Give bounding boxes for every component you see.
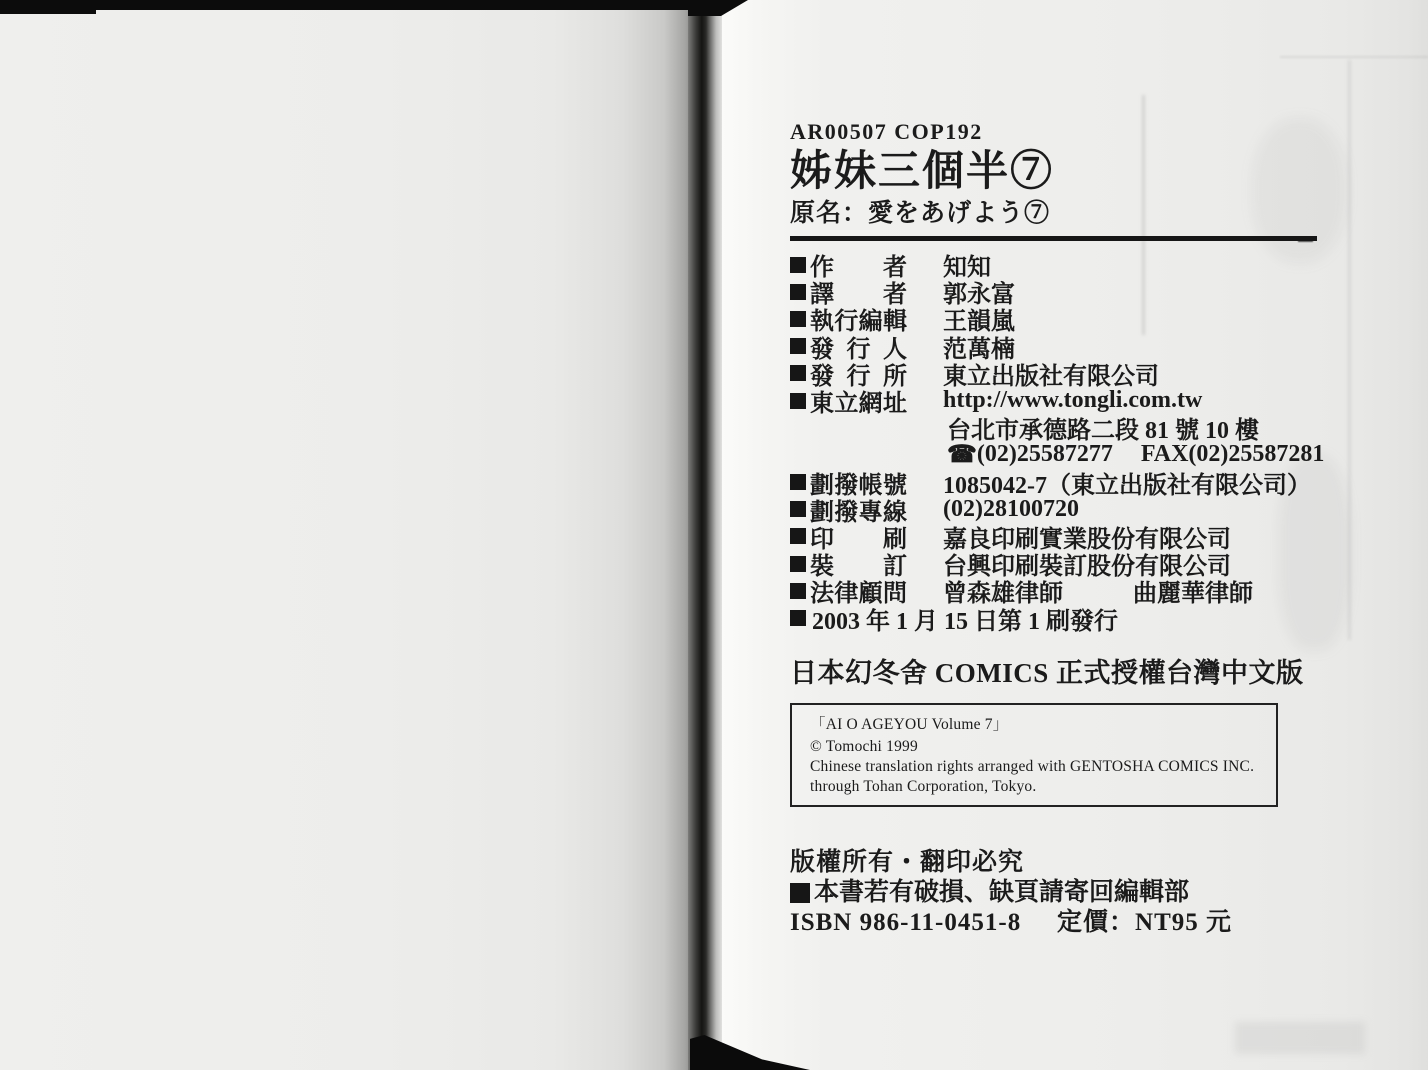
edition-date: 2003 年 1 月 15 日第 1 刷發行 [812, 608, 1118, 635]
bullet-icon [790, 556, 806, 572]
bullet-icon [790, 474, 806, 490]
colophon-content [790, 118, 1325, 938]
product-code: AR00507 COP192 [790, 119, 983, 144]
credit-label: 東立網址 [810, 391, 907, 418]
bullet-icon [790, 883, 810, 903]
credits-list [790, 251, 1325, 635]
bullet-icon [790, 583, 806, 599]
rights-arrangement: Chinese translation rights arranged with GENTOSHA COMICS INC. [810, 757, 1255, 775]
credit-label: 劃撥帳號 [810, 472, 907, 499]
phone-icon: ☎ [947, 442, 977, 469]
bullet-icon [790, 257, 806, 273]
attorney-name: 曾森雄律師 [943, 581, 1063, 608]
credit-value: 台興印刷裝訂股份有限公司 [943, 554, 1231, 581]
attorney-name: 曲麗華律師 [1133, 581, 1253, 608]
copyright-box [790, 703, 1278, 807]
bullet-icon [790, 501, 806, 517]
address-row [790, 414, 1322, 445]
bullet-icon [790, 393, 806, 409]
credit-value: 王韻嵐 [943, 309, 1015, 336]
bullet-icon [790, 338, 806, 354]
bullet-icon [790, 610, 806, 626]
rights-notice: 版權所有・翻印必究 [790, 848, 1025, 876]
scan-edge-top-corner [0, 0, 96, 14]
credit-label: 譯者 [810, 282, 907, 309]
book-title: 姊妹三個半⑦ [790, 149, 1055, 195]
credit-label: 發行所 [810, 363, 907, 390]
bullet-icon [790, 528, 806, 544]
credit-label: 劃撥專線 [810, 499, 907, 526]
book-gutter [688, 0, 724, 1070]
credit-label: 作者 [810, 255, 907, 282]
credit-value: 1085042-7（東立出版社有限公司） [943, 472, 1311, 499]
credit-label: 法律顧問 [810, 581, 907, 608]
edition-row [790, 604, 1322, 635]
original-work-title: 「AI O AGEYOU Volume 7」 [810, 715, 1009, 733]
price: 定價：NT95 元 [1057, 908, 1232, 936]
bullet-icon [790, 311, 806, 327]
credit-value: (02)28100720 [943, 495, 1079, 522]
credit-label: 印刷 [810, 526, 907, 553]
credit-label: 發行人 [810, 336, 907, 363]
publisher-address: 台北市承德路二段 81 號 10 樓 [947, 418, 1259, 445]
scan-edge-top [0, 0, 704, 10]
credit-value: 東立出版社有限公司 [943, 363, 1159, 390]
original-title: 原名：愛をあげよう⑦ [790, 200, 1051, 227]
return-notice: 本書若有破損、缺頁請寄回編輯部 [814, 878, 1190, 906]
credit-label: 裝訂 [810, 554, 907, 581]
credit-value: 嘉良印刷實業股份有限公司 [943, 526, 1231, 553]
rights-arrangement-cont: through Tohan Corporation, Tokyo. [810, 777, 1037, 795]
divider-rule [790, 236, 1317, 241]
bullet-icon [790, 365, 806, 381]
website-url: http://www.tongli.com.tw [943, 387, 1203, 414]
credit-value: 范萬楠 [943, 336, 1015, 363]
left-blank-page [0, 0, 692, 1070]
fax-number: FAX(02)25587281 [1140, 441, 1325, 468]
return-notice-row [790, 878, 1322, 908]
credit-value: 郭永富 [943, 282, 1015, 309]
isbn-price-row [790, 908, 1232, 938]
credit-value: 知知 [943, 255, 991, 282]
copyright-holder: © Tomochi 1999 [810, 737, 918, 755]
credit-label: 執行編輯 [810, 309, 907, 336]
license-statement: 日本幻冬舍 COMICS 正式授權台灣中文版 [790, 657, 1304, 688]
bullet-icon [790, 284, 806, 300]
phone-number: (02)25587277 [976, 441, 1113, 468]
isbn: ISBN 986-11-0451-8 [790, 908, 1022, 936]
bottom-notices [790, 848, 1322, 938]
